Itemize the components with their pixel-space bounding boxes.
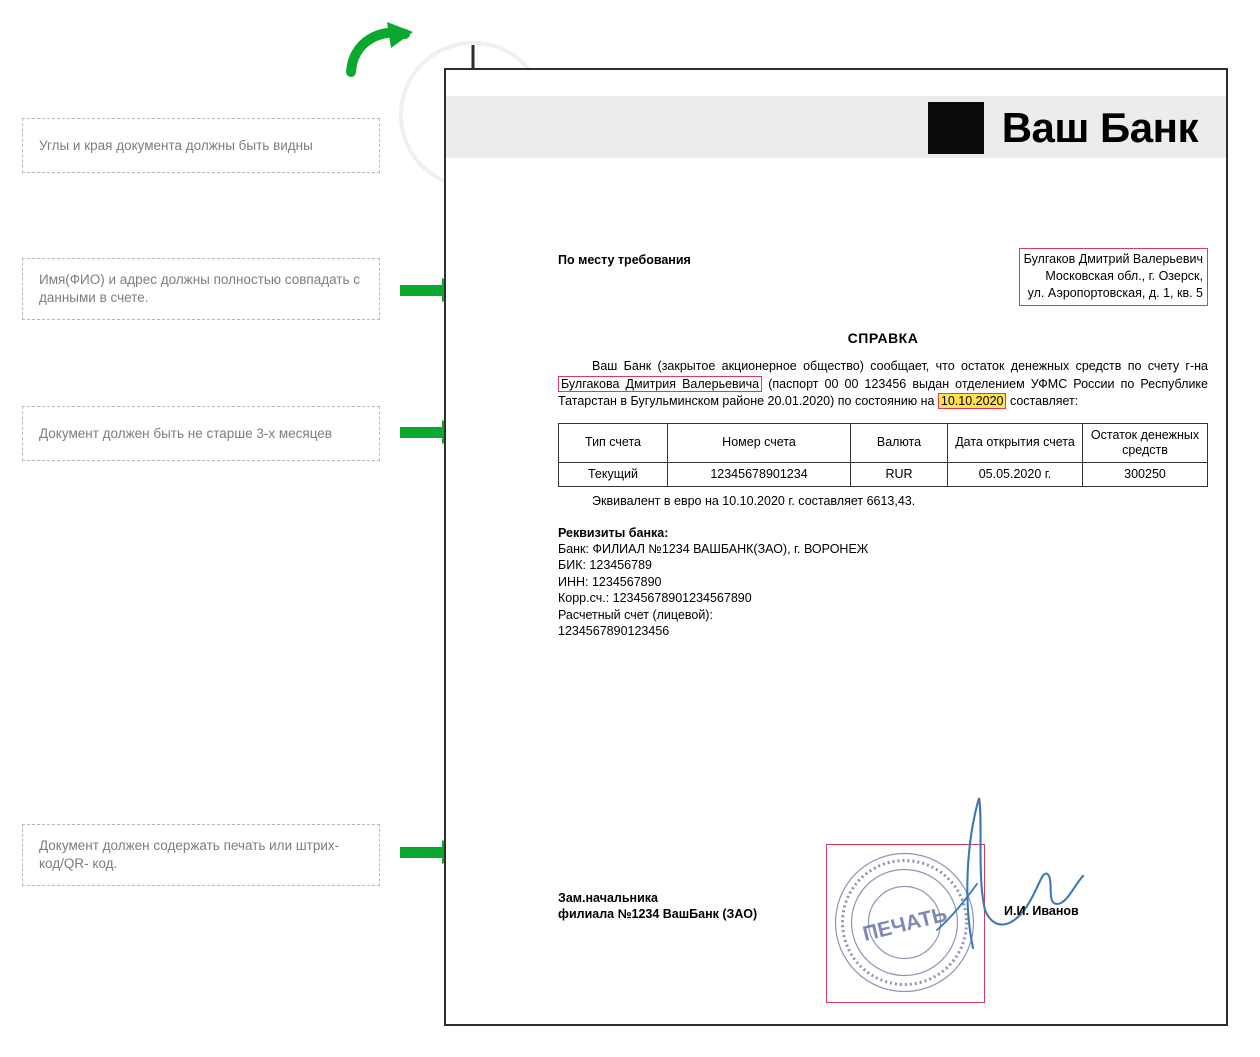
callout-name-address-text: Имя(ФИО) и адрес должны полностью совпадать с данными в счете. (39, 272, 361, 305)
curved-arrow-icon (343, 20, 423, 80)
signer-position-line1: Зам.начальника (558, 891, 658, 905)
callout-name-address (22, 258, 380, 320)
callout-age (22, 406, 380, 461)
callout-stamp (22, 824, 380, 886)
td-account-type: Текущий (559, 462, 668, 486)
requisites-line-bik: БИК: 123456789 (558, 558, 652, 572)
recipient-city: Московская обл., г. Озерск, (1045, 269, 1203, 283)
accounts-table (558, 423, 1208, 487)
document-body (558, 248, 1208, 640)
th-currency: Валюта (851, 423, 948, 462)
requisites-line-bank: Банк: ФИЛИАЛ №1234 ВАШБАНК(ЗАО), г. ВОРОНЕЖ (558, 541, 869, 556)
bank-logo-mark (928, 102, 984, 154)
client-name-highlight: Булгакова Дмитрия Валерьевича (558, 376, 762, 392)
callout-age-text: Документ должен быть не старше 3-х месяцев (39, 425, 332, 441)
signer-position (558, 890, 757, 922)
recipient-address-box (1019, 248, 1208, 306)
table-row (559, 462, 1208, 486)
requisites-title: Реквизиты банка: (558, 525, 669, 540)
signer-name: И.И. Иванов (1004, 904, 1079, 918)
callout-corners (22, 118, 380, 173)
statement-part1: Ваш Банк (закрытое акционерное общество) сообщает, что остаток денежных средств по счету г-на (592, 359, 1208, 373)
document-page (444, 68, 1228, 1026)
th-account-number: Номер счета (668, 423, 851, 462)
statement-paragraph (558, 358, 1208, 411)
euro-equivalent: Эквивалент в евро на 10.10.2020 г. составляет 6613,43. (592, 493, 916, 508)
requisites-line-settlement-label: Расчетный счет (лицевой): (558, 607, 713, 622)
handwritten-signature (907, 780, 1117, 950)
svg-text:ПЕЧАТЬ: ПЕЧАТЬ (860, 902, 950, 946)
requisites-line-settlement-number: 1234567890123456 (558, 624, 670, 638)
callout-stamp-text: Документ должен содержать печать или штрих-код/QR- код. (39, 838, 340, 871)
table-header-row (559, 423, 1208, 462)
td-currency: RUR (851, 462, 948, 486)
statement-part2: (паспорт 00 00 123456 выдан отделением УФМС России по Республике Татарстан в Бугульминском районе 20.01.2020) по состоянию на (558, 376, 1208, 408)
td-account-number: 12345678901234 (668, 462, 851, 486)
stamp-highlight-box (826, 844, 985, 1003)
td-balance: 300250 (1083, 462, 1208, 486)
td-open-date: 05.05.2020 г. (948, 462, 1083, 486)
addressee-label: По месту требования (558, 253, 691, 267)
callout-corners-text: Углы и края документа должны быть видны (39, 137, 313, 153)
statement-part3: составляет: (1006, 394, 1079, 408)
recipient-name: Булгаков Дмитрий Валерьевич (1023, 252, 1203, 266)
requisites-line-inn: ИНН: 1234567890 (558, 574, 662, 589)
bank-logo-text: Ваш Банк (1001, 104, 1198, 151)
th-balance: Остаток денежных средств (1083, 423, 1208, 462)
recipient-street: ул. Аэропортовская, д. 1, кв. 5 (1027, 286, 1203, 300)
statement-date-highlight: 10.10.2020 (938, 393, 1007, 409)
signer-position-line2: филиала №1234 ВашБанк (ЗАО) (558, 907, 758, 921)
document-title: СПРАВКА (847, 330, 919, 346)
addressee-row (558, 248, 1208, 318)
th-account-type: Тип счета (559, 423, 668, 462)
th-open-date: Дата открытия счета (948, 423, 1083, 462)
bank-logo (928, 102, 1198, 154)
requisites-line-corr: Корр.сч.: 12345678901234567890 (558, 591, 752, 605)
